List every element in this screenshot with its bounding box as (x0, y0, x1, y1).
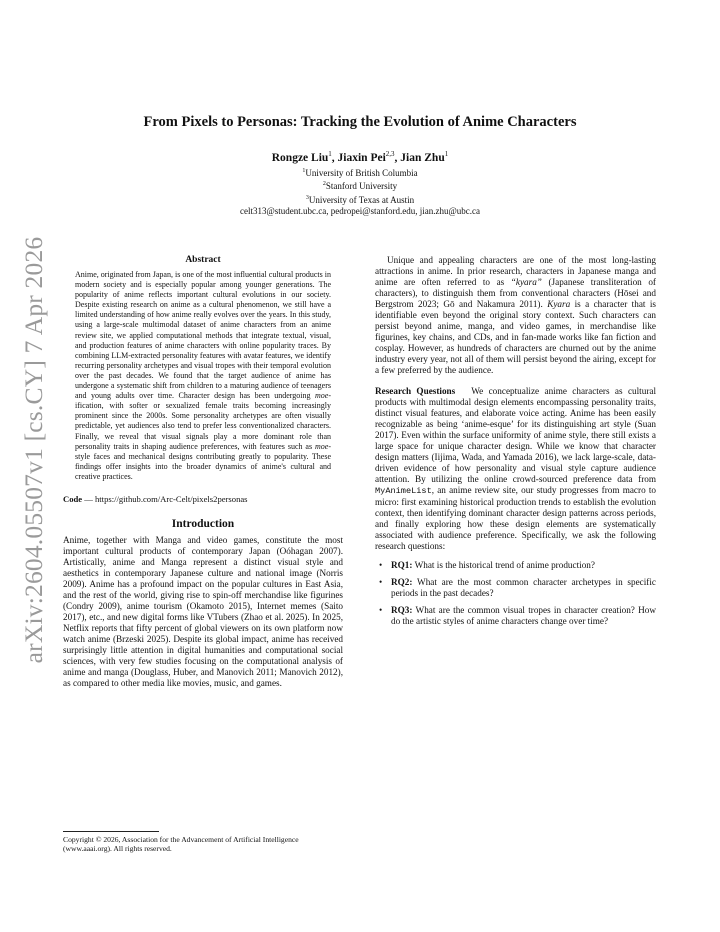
bullet-icon: • (379, 560, 383, 570)
bullet-icon: • (379, 577, 383, 587)
affiliation-mark: 1 (302, 168, 306, 174)
introduction-paragraph: Anime, together with Manga and video games, constitute the most important cultural products of contemporary Japan (Oóhagan 2007). Artistically, anime and Manga represent a distinct visual style and aesthetics in contemporary Japanese culture and national image (Norris 2009). Anime has a profound impact on the popular cultures in East Asia, and the rest of the world, giving rise to spin-off merchandise like figurines (Condry 2009), anime tourism (Okamoto 2015), Internet memes (Saito 2017), etc., and new digital forms like VTubers (Zhao et al. 2025). In 2025, Netflix reports that fifty percent of global viewers on its own platform now watch anime (Brzeski 2025). Despite its global impact, anime has received surprisingly little attention in digital humanities and computational social sciences, with very few studies focusing on the computational analysis of anime and manga (Douglass, Huber, and Manovich 2011; Manovich 2012), as compared to other media like movies, music, and games. (63, 534, 343, 688)
introduction-paragraph-kyara: Unique and appealing characters are one of the most long-lasting attractions in anime. In prior research, characters in Japanese manga and anime are often referred to as “kyara” (Japanese transliteration of characters), to distinguish them from conventional characters (Hōsei and Bergstrom 2023; Gō and Nakamura 2011). Kyara is a character that is identifiable even beyond the original story context. Such characters can persist beyond anime, manga, and video games, in merchandise like figurines, key chains, and CDs, and in fan-made works like fan fiction and cosplay. However, as hundreds of characters are churned out by the anime industry every year, not all of them will persist beyond the airing, except for a few preferred by the audience. (375, 255, 656, 375)
affiliations (0, 166, 720, 217)
author-name: Rongze Liu (271, 151, 329, 164)
author-list: Rongze Liu$^1$, Jiaxin Pei$^{2,3}$, Jian Zhu$^1$ (271, 150, 449, 164)
author-name: Jiaxin Pei (337, 151, 386, 164)
code-link-line: Code — https://github.com/Arc-Celt/pixels2personas (63, 493, 248, 504)
affiliation-name: University of Texas at Austin (308, 194, 415, 205)
affiliation (0, 179, 720, 192)
affiliation (0, 166, 720, 179)
affiliation-name: Stanford University (325, 181, 398, 192)
research-question-list (375, 560, 656, 627)
author-affil-mark: 1 (444, 150, 449, 158)
affiliation-name: University of British Columbia (305, 168, 418, 178)
research-questions-heading: Research Questions (375, 386, 456, 396)
abstract-body: Anime, originated from Japan, is one of the most influential cultural products in modern society and is especially popular among younger generations. The popularity of anime reflects important cultural evolutions in our society. Despite existing research on anime as a cultural phenomenon, we still have a limited understanding of how anime really evolves over the years. In this study, using a large-scale multimodal dataset of anime characters from an anime review site, we applied computational methods that integrate textual, visual, and production features of anime characters with online popularity traces. By combining LLM-extracted personality features with avatar features, we identify recurring personality archetypes and visual tropes with their temporal evolution over the past decades. We found that the target audience of anime has undergone a systematic shift from children to a maturing audience of teenagers and young adults over time. Character design has been undergoing moe-ification, with softer or sexualized female traits becoming increasingly prominent since the 2000s. Some personality archetypes are often visually predictable, yet audiences also tend to prefer less conventionalized characters. Finally, we reveal that visual signals play a more dominant role than personality traits in shaping audience preferences, with features such as moe-style faces and mechanical designs contributing greatly to popularity. These findings offer insights into the broader dynamics of anime's cultural and creative practices. (75, 270, 331, 481)
code-label: Code (63, 493, 83, 504)
site-name: MyAnimeList (375, 486, 432, 496)
list-item: • RQ2: What are the most common character archetypes in specific periods in the past decades? (379, 577, 656, 598)
author-affil-mark: 1 (328, 150, 332, 158)
arxiv-sidebar-stamp (14, 200, 54, 700)
affiliation (0, 193, 720, 206)
left-column (63, 255, 343, 689)
author-emails: celt313@student.ubc.ca, pedropei@stanford.edu, jian.zhu@ubc.ca (239, 205, 481, 216)
research-questions-paragraph: Research Questions We conceptualize anime characters as cultural products with multimodal design elements encompassing personality traits, distinct visual features, and elaborate voice acting. Anime has been easily recognizable as being ‘anime-esque’ for its distinguishing art style (Suan 2017). Even within the surface uniformity of anime style, there still exists a large space for unique character design. While we know that character design matters (Iijima, Wada, and Yamada 2016), we lack large-scale, data-driven evidence of how personality and visual style capture audience attention. By utilizing the online crowd-sourced preference data from MyAnimeList, an anime review site, our study progresses from macro to micro: first examining historical production trends to establish the evolution context, then identifying dominant character design patterns across periods, and finally exploring how these design elements are systematically associated with audience preference. Specifically, we ask the following research questions: (375, 386, 657, 551)
author-name: Jian Zhu (400, 151, 445, 164)
abstract-heading: Abstract (185, 255, 221, 265)
arxiv-identifier: arXiv:2604.05507v1 [cs.CY] 7 Apr 2026 (19, 236, 48, 664)
introduction-heading: Introduction (171, 517, 235, 530)
copyright-text: Copyright © 2026, Association for the Advancement of Artificial Intelligence (www.aaai.org). All rights reserved. (63, 835, 299, 854)
copyright-footnote (63, 831, 343, 854)
affiliation-mark: 3 (305, 194, 309, 201)
bullet-icon: • (379, 605, 383, 615)
list-item: • RQ3: What are the common visual tropes in character creation? How do the artistic styles of anime characters change over time? (379, 605, 656, 626)
code-url-link[interactable]: https://github.com/Arc-Celt/pixels2personas (95, 493, 248, 504)
paper-title: From Pixels to Personas: Tracking the Evolution of Anime Characters (143, 114, 577, 130)
footnote-divider (63, 831, 159, 832)
affiliation-mark: 2 (322, 181, 326, 188)
right-column (375, 255, 656, 633)
list-item: • RQ1: What is the historical trend of anime production? (379, 560, 595, 570)
author-affil-mark: 2,3 (385, 150, 395, 158)
